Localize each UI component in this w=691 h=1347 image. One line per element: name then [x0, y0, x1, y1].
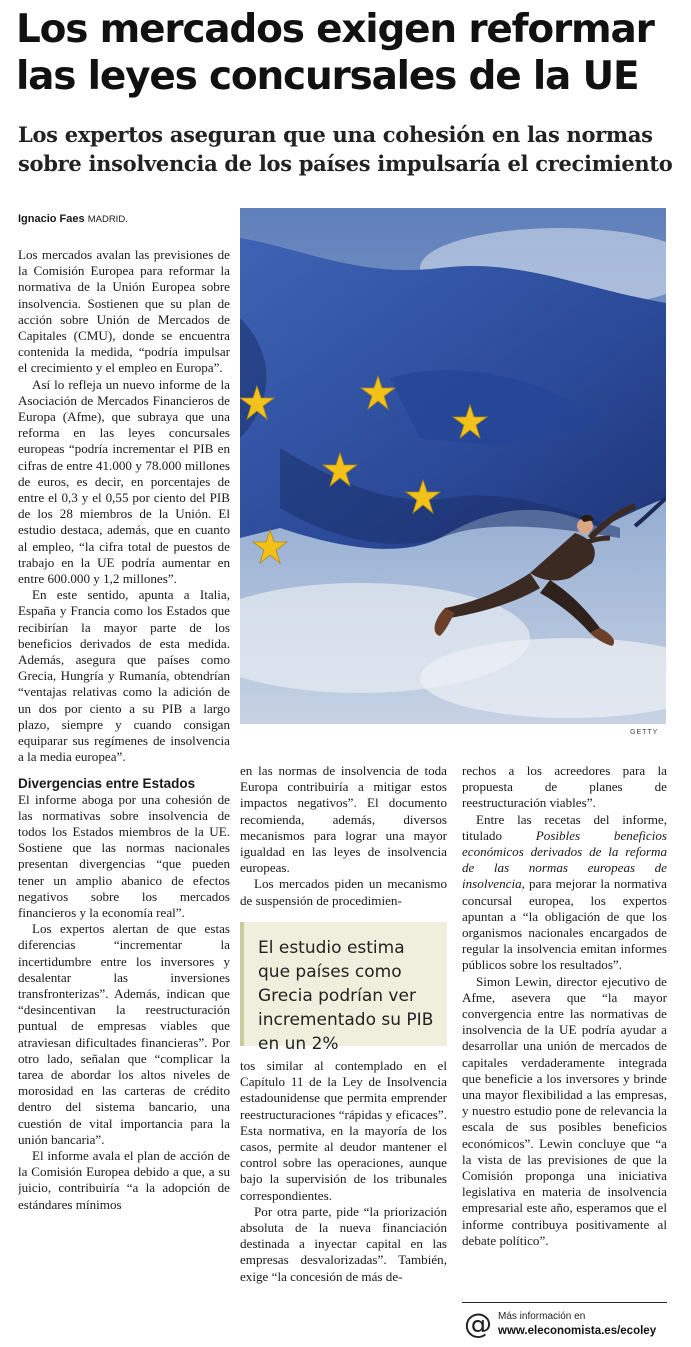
paragraph: Los expertos alertan de que estas diferencias “incrementar la incertidumbre entre los inversores y desalentar las inversiones transfronterizas”. Además, indican que “desincentivan la reestructuración puntual de empresas viables que atraviesan dificultades financieras”. Por otro lado, señalan que “complicar la tarea de abordar los altos niveles de morosidad en las carteras de crédito dentro del sistema bancario, una cuestión de vital importancia para la unión bancaria”.	[18, 921, 230, 1147]
report-title: Posibles beneficios económicos derivados de la reforma de las normas europeas de insolvencia	[462, 827, 667, 892]
article-column-3	[462, 763, 667, 1283]
more-info-link[interactable]: www.eleconomista.es/ecoley	[498, 1325, 657, 1337]
paragraph: Los mercados piden un mecanismo de suspensión de procedimien-	[240, 876, 447, 908]
paragraph: Los mercados avalan las previsiones de la Comisión Europea para reformar la normativa de la Unión Europea sobre insolvencia. Sostienen que su plan de acción sobre Unión de Mercados de Capitales (CMU), donde se encuentra contenida la medida, “podría impulsar el crecimiento y el empleo en Europa”.	[18, 247, 230, 376]
paragraph: Por otra parte, pide “la priorización absoluta de la nueva financiación destinada a inyectar capital en las empresas desvalorizadas”. También, exige “la concesión de más de-	[240, 1203, 447, 1284]
byline	[18, 213, 128, 225]
paragraph: rechos a los acreedores para la propuesta de planes de reestructuración viables”.	[462, 763, 667, 811]
article-column-2-bottom	[240, 1058, 447, 1342]
paragraph: En este sentido, apunta a Italia, España y Francia como los Estados que recibirían la mayor parte de los beneficios derivados de esta medida. Además, asegura que países como Grecia, Hungría y Rumanía, obtendrían “ventajas relativas como la adición de un dos por ciento a su PIB a largo plazo, siempre y cuando consigan equiparar sus regímenes de insolvencia a la media europea”.	[18, 587, 230, 765]
paragraph	[462, 812, 667, 974]
paragraph: El informe avala el plan de acción de la Comisión Europea debido a que, a su juicio, contribuiría “a la adopción de estándares mínimos	[18, 1147, 230, 1212]
paragraph: El informe aboga por una cohesión de las normativas sobre insolvencia de todos los Estados miembros de la UE. Sostiene que las normas nacionales presentan divergencias “que pueden tener un amplio abanico de efectos negativos sobre los mercados financieros y la economía real”.	[18, 791, 230, 920]
section-subheading: Divergencias entre Estados	[18, 775, 196, 791]
paragraph: tos similar al contemplado en el Capítulo 11 de la Ley de Insolvencia estadounidense que permita emprender reestructuraciones “rápidas y eficaces”. Esta normativa, en la mayoría de los casos, permite al deudor mantener el control sobre las operaciones, aunque bajo la supervisión de los tribunales correspondientes.	[240, 1058, 447, 1203]
more-info-label: Más información en	[498, 1311, 586, 1322]
paragraph: Simon Lewin, director ejecutivo de Afme, asevera que “la mayor convergencia entre las normativas de insolvencia de la UE podría ayudar a desarrollar una unión de mercados de capitales verdaderamente integrada que beneficie a los inversores y brinde una mayor flexibilidad a las empresas, y nuestro estudio pone de relevancia la escala de sus posibles beneficios económicos”. Lewin concluye que “a la vista de las previsiones de que la Comisión proponga una iniciativa legislativa en materia de insolvencia empresarial este año, esperamos que el informe contribuya positivamente al debate político”.	[462, 973, 667, 1248]
headline: Los mercados exigen reformar las leyes concursales de la UE	[16, 7, 654, 99]
paragraph-text: Entre las recetas del informe, titulado	[462, 811, 667, 843]
at-icon: @	[464, 1307, 492, 1340]
pull-quote: El estudio estima que países como Grecia podrían ver incrementado su PIB en un 2%	[240, 922, 447, 1046]
paragraph: Así lo refleja un nuevo informe de la Asociación de Mercados Financieros de Europa (Afme), que subraya que una reforma en las leyes concursales europeas “podría incrementar el PIB en cifras de entre 41.000 y 78.000 millones de euros, es decir, en porcentajes de entre el 0,3 y el 0,55 por ciento del PIB de los 28 miembros de la Unión. El estudio destaca, además, que en cuanto al empleo, “la cifra total de puestos de trabajo en la UE podría aumentar en entre 600.000 y 1,2 millones”.	[18, 376, 230, 587]
more-info-box	[462, 1302, 667, 1343]
author-name: Ignacio Faes	[18, 213, 85, 225]
eu-flag-illustration	[240, 208, 666, 724]
location: MADRID.	[87, 214, 128, 225]
article-column-2-top	[240, 763, 447, 913]
paragraph: en las normas de insolvencia de toda Europa contribuiría a mitigar estos impactos negativos”. El documento recomienda, además, diversos mecanismos para lograr una mayor igualdad en las leyes de insolvencia europeas.	[240, 763, 447, 876]
photo-credit: GETTY	[630, 729, 659, 736]
article-column-1	[18, 247, 230, 1342]
subtitle: Los expertos aseguran que una cohesión en las normas sobre insolvencia de los países impulsaría el crecimiento	[18, 122, 673, 176]
paragraph-text: , para mejorar la normativa concursal europea, los expertos apuntan a “la obligación de que los organismos nacionales encargados de regular la insolvencia emitan informes públicos sobre los resultados”.	[462, 876, 667, 973]
